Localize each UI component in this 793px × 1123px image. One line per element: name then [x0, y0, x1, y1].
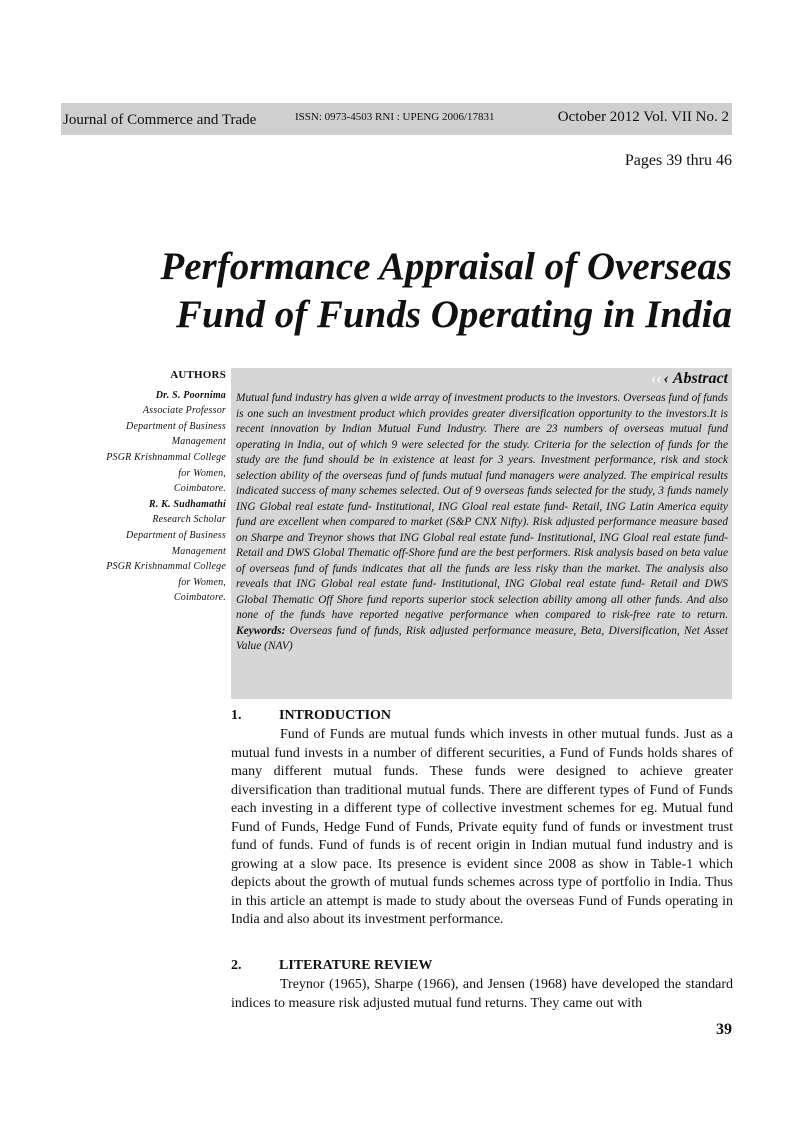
section-2-number: 2. [231, 958, 242, 973]
section-1-heading [231, 708, 391, 724]
author-1-college: PSGR Krishnammal College [106, 451, 226, 463]
section-2-text [231, 976, 733, 1013]
page-range: Pages 39 thru 46 [624, 152, 732, 169]
section-2-body: Treynor (1965), Sharpe (1966), and Jensen (1968) have developed the standard indices to measure risk adjusted mutual fund returns. They came out with [231, 977, 733, 1011]
abstract-heading [651, 370, 728, 388]
journal-name: Journal of Commerce and Trade [63, 112, 257, 128]
title-line-1: Performance Appraisal of Overseas [160, 245, 732, 288]
author-2-name: R. K. Sudhamathi [148, 498, 226, 510]
section-1-number: 1. [231, 708, 242, 723]
keywords-label: Keywords: [236, 624, 286, 637]
keywords: Overseas fund of funds, Risk adjusted performance measure, Beta, Diversification, Net Asset Value (NAV) [236, 624, 728, 652]
author-1-name: Dr. S. Poornima [155, 389, 226, 401]
author-2-college: PSGR Krishnammal College [106, 561, 226, 573]
author-1-college-2: for Women, [178, 467, 226, 479]
chevron-left-icon: ‹‹ [650, 370, 662, 387]
page-number: 39 [716, 1021, 732, 1038]
abstract-box [231, 368, 732, 699]
issn-info: ISSN: 0973-4503 RNI : UPENG 2006/17831 [295, 111, 495, 123]
paper-title [60, 243, 732, 339]
section-1-text [231, 726, 733, 930]
abstract-text [236, 391, 728, 655]
abstract-heading-label: Abstract [672, 370, 728, 387]
title-line-2: Fund of Funds Operating in India [176, 293, 732, 336]
issue-info: October 2012 Vol. VII No. 2 [557, 109, 729, 125]
journal-header-bar [61, 103, 732, 135]
author-1-title: Associate Professor [142, 405, 226, 417]
author-1-dept: Department of Business [126, 420, 226, 432]
author-2-title: Research Scholar [152, 514, 226, 526]
authors-column [60, 368, 226, 606]
author-2-dept: Department of Business [126, 529, 226, 541]
abstract-body: Mutual fund industry has given a wide array of investment products to the investors. Overseas fund of funds is one such an investment product which provides greater diversification opportunity to the investors.It is recent innovation by Indian Mutual Fund Industry. There are 23 numbers of overseas mutual fund operating in India, out of which 9 were selected for the study. Criteria for the selection of funds for the study are the fund should be in existence at least for 3 years. Investment performance, risk and stock selection ability of the overseas fund of funds mutual fund managers were analyzed. The empirical results indicated success of many schemes selected. Out of 9 overseas funds selected for the study, 3 funds namely ING Global real estate fund- Institutional, ING Gloal real estate fund- Retail, ING Latin America equity fund are excellent when compared to market (S&P CNX Nifty). Risk adjusted performance measure based on Sharpe and Treynor shows that ING Global real estate fund- Institutional, ING Gloal real estate fund- Retail and DWS Global Thematic off-Shore fund are the best performers. Risk analysis based on beta value of overseas fund of funds indicates that all the funds are less risky than the market. The analysis also reveals that ING Global real estate fund- Institutional, ING Global real estate fund- Retail and DWS Global Thematic Off Shore fund reports superior stock selection ability among all other funds. And also none of the funds have reported negative performance when compared to risk-free rate to return. [236, 392, 728, 621]
author-1-dept-2: Management [171, 436, 226, 448]
section-1-title: INTRODUCTION [279, 708, 392, 723]
section-2-heading [231, 958, 432, 974]
chevron-left-icon: ‹ [663, 370, 669, 387]
author-2-city: Coimbatore. [173, 592, 226, 604]
authors-label: AUTHORS [170, 369, 226, 381]
author-2-college-2: for Women, [178, 576, 226, 588]
section-2-title: LITERATURE REVIEW [279, 958, 433, 973]
author-2-dept-2: Management [171, 545, 226, 557]
section-1-body: Fund of Funds are mutual funds which invests in other mutual funds. Just as a mutual fund invests in a number of different securities, a Fund of Funds holds shares of many different mutual funds. These funds were designed to achieve greater diversification than traditional mutual funds. There are different types of Fund of Funds each investing in a different type of collective investment schemes for eg. Mutual fund Fund of Funds, Hedge Fund of Funds, Private equity fund of funds or investment trust fund of funds. Fund of funds is of recent origin in Indian mutual fund industry and is growing at a slow pace. Its presence is evident since 2008 as show in Table-1 which depicts about the growth of mutual funds schemes across type of portfolio in India. Thus in this article an attempt is made to study about the overseas Fund of Funds operating in India and also about its investment performance. [231, 727, 733, 927]
author-1-city: Coimbatore. [173, 483, 226, 495]
